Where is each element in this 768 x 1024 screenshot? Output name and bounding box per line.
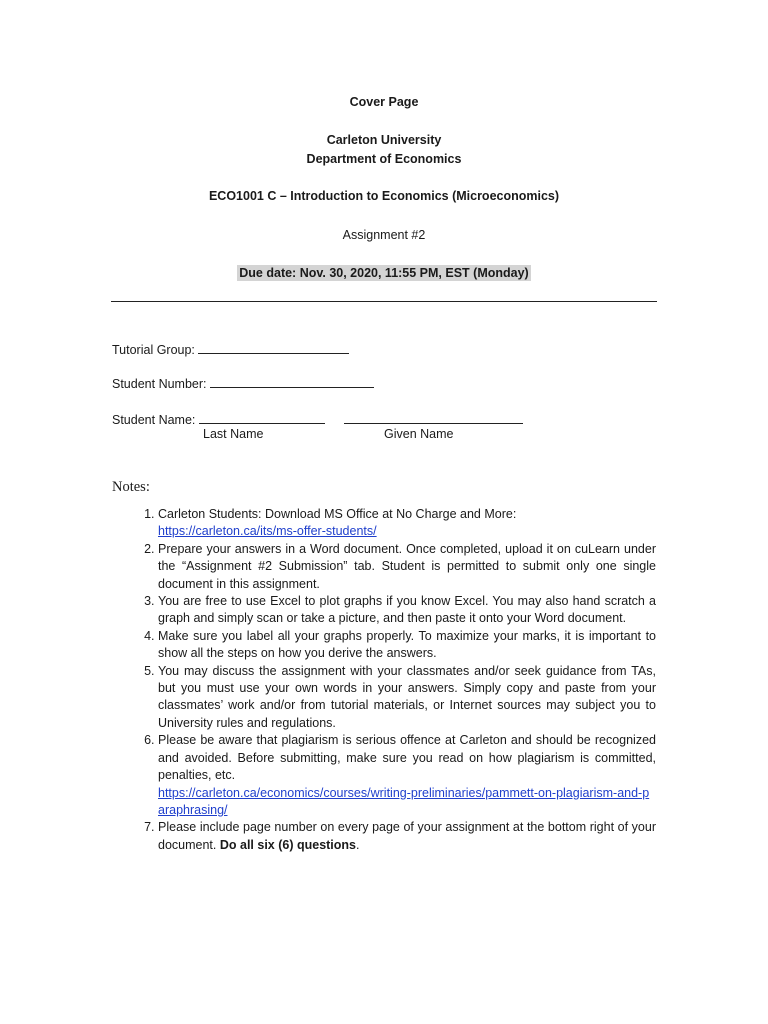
notes-list	[112, 506, 656, 854]
course-title: ECO1001 C – Introduction to Economics (Microeconomics)	[208, 189, 560, 203]
note-text: Make sure you label all your graphs properly. To maximize your marks, it is important to show all the steps on how you derive the answers.	[158, 628, 656, 661]
note-text: You are free to use Excel to plot graphs if you know Excel. You may also hand scratch a graph and simply scan or take a picture, and then paste it onto your Word document.	[158, 594, 656, 626]
due-date: Due date: Nov. 30, 2020, 11:55 PM, EST (Monday)	[239, 266, 529, 280]
tutorial-group-blank[interactable]	[198, 341, 349, 354]
ms-office-link[interactable]: https://carleton.ca/its/ms-offer-students/	[158, 524, 377, 539]
university-name: Carleton University	[326, 133, 442, 147]
student-name-field	[112, 411, 523, 427]
department-name: Department of Economics	[306, 152, 462, 166]
given-name-label: Given Name	[384, 427, 454, 441]
list-item	[158, 506, 656, 541]
list-item	[158, 628, 656, 663]
student-number-field	[112, 375, 374, 391]
given-name-blank[interactable]	[344, 411, 523, 424]
divider	[111, 301, 657, 302]
note-emphasis: Do all six (6) questions	[219, 837, 356, 852]
student-number-blank[interactable]	[210, 375, 374, 388]
last-name-blank[interactable]	[199, 411, 325, 424]
due-date-row	[0, 265, 768, 281]
note-text: Carleton Students: Download MS Office at No Charge and More:	[158, 507, 517, 521]
list-item	[158, 663, 656, 733]
note-text: Please include page number on every page of your assignment at the bottom right of your document.	[158, 820, 656, 852]
note-text: You may discuss the assignment with your classmates and/or seek guidance from TAs, but you must use your own words in your answers. Simply copy and paste from your classmates’ work and/or from tutorial materials, or Internet sources may subject you to University rules and regulations.	[158, 663, 656, 730]
cover-title: Cover Page	[349, 95, 419, 109]
list-item	[158, 732, 656, 819]
list-item	[158, 819, 656, 854]
notes-heading: Notes:	[112, 479, 150, 495]
note-end: .	[356, 837, 360, 852]
student-name-label: Student Name:	[112, 413, 196, 427]
last-name-label: Last Name	[203, 427, 264, 441]
student-number-label: Student Number:	[112, 377, 207, 391]
note-text: Please be aware that plagiarism is serious offence at Carleton and should be recognized and avoided. Before submitting, make sure you read on how plagiarism is committed, penalties, etc.	[158, 733, 656, 783]
list-item	[158, 541, 656, 593]
assignment-title: Assignment #2	[342, 228, 426, 242]
tutorial-group-field	[112, 341, 349, 357]
note-text: Prepare your answers in a Word document. Once completed, upload it on cuLearn under the “Assignment #2 Submission” tab. Student is permitted to submit only one single document in this assignment.	[158, 541, 656, 591]
tutorial-group-label: Tutorial Group:	[112, 343, 195, 357]
list-item	[158, 593, 656, 628]
plagiarism-link[interactable]: https://carleton.ca/economics/courses/writing-preliminaries/pammett-on-plagiarism-and-paraphrasing/	[158, 785, 650, 817]
